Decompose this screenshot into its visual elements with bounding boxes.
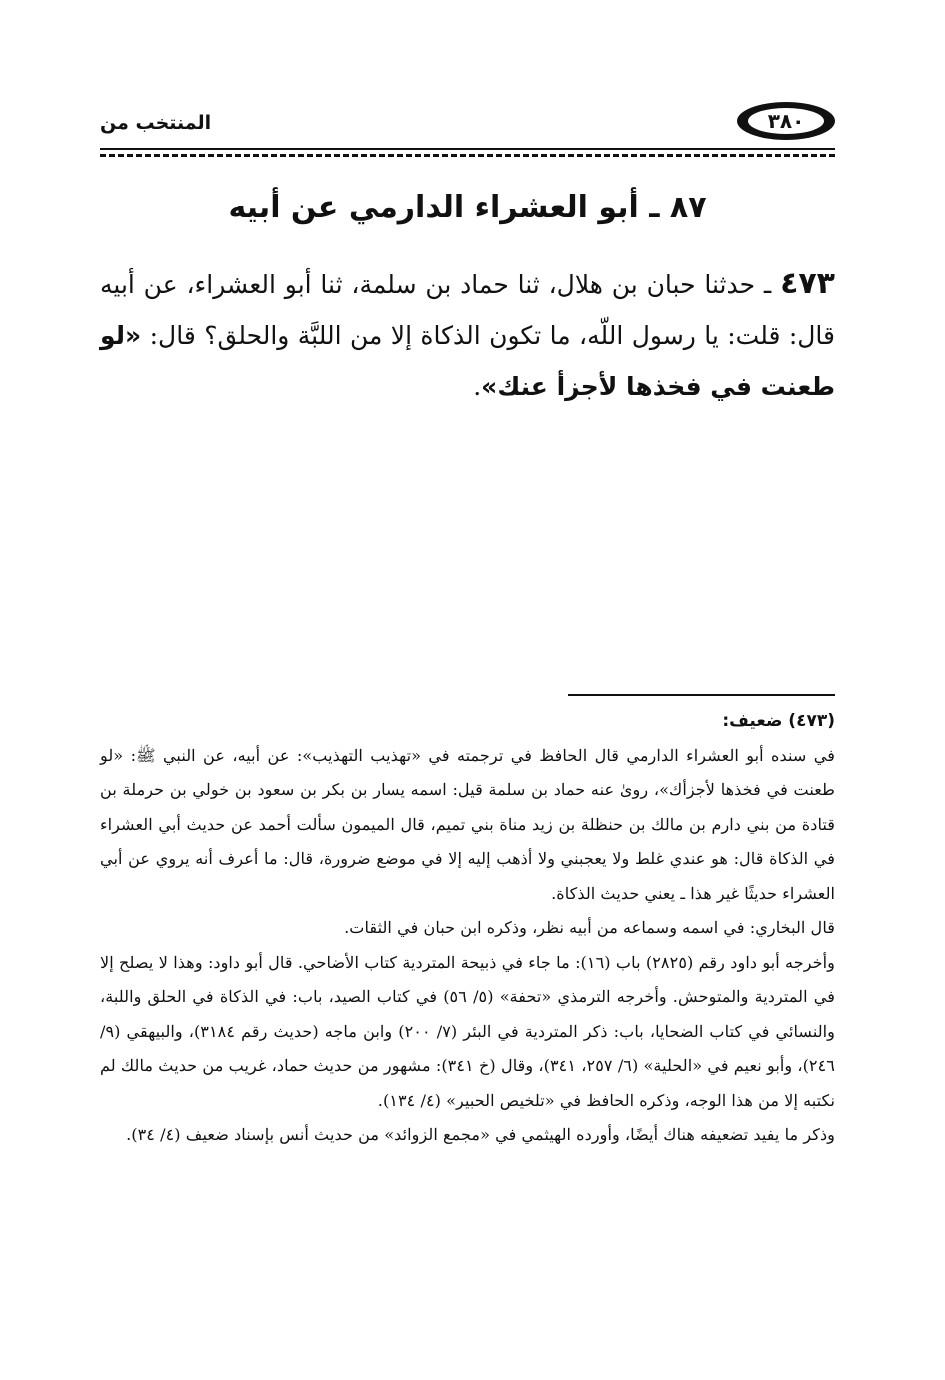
page-header [100, 100, 835, 160]
page-number-badge [737, 102, 835, 140]
hadith-number: ٤٧٣ [780, 266, 835, 301]
header-divider [100, 148, 835, 157]
footnote-paragraph: قال البخاري: في اسمه وسماعه من أبيه نظر، وذكره ابن حبان في الثقات. [344, 918, 835, 937]
footnotes [100, 704, 835, 1153]
footnote-paragraph: وأخرجه أبو داود رقم (٢٨٢٥) باب (١٦): ما جاء في ذبيحة المتردية كتاب الأضاحي. قال أبو داود: وهذا لا يصلح إلا في المتردية والمتوحش. وأخرجه الترمذي «تحفة» (٥/ ٥٦) في كتاب الصيد، باب: في الذكاة في الحلق واللبة، والنسائي في كتاب الضحايا، باب: ذكر المتردية في البئر (٧/ ٢٠٠) وابن ماجه (حديث رقم ٣١٨٤)، والبيهقي (٩/ ٢٤٦)، وأبو نعيم في «الحلية» (٦/ ٢٥٧، ٣٤١)، وقال (خ ٣٤١): مشهور من حديث حماد، غريب من حديث مالك لم نكتبه إلا من هذا الوجه، وذكره الحافظ في «تلخيص الحبير» (٤/ ١٣٤). [100, 952, 836, 1110]
hadith-quote: «لو طعنت في فخذها لأجزأ عنك» [100, 321, 835, 401]
hadith-text [100, 258, 835, 412]
footnote-heading: (٤٧٣) ضعيف: [722, 711, 835, 731]
hadith-end: . [473, 372, 482, 401]
chapter-title: ٨٧ ـ أبو العشراء الدارمي عن أبيه [228, 190, 707, 225]
hadith-body: ـ حدثنا حبان بن هلال، ثنا حماد بن سلمة، ثنا أبو العشراء، عن أبيه قال: قلت: يا رسول اللّه، ما تكون الذكاة إلا من اللبَّة والحلق؟ قال: [100, 270, 835, 350]
footnote-divider [568, 694, 835, 696]
page-number: ٣٨٠ [748, 108, 824, 134]
footnote-paragraph: وذكر ما يفيد تضعيفه هناك أيضًا، وأورده الهيثمي في «مجمع الزوائد» من حديث أنس بإسناد ضعيف (٤/ ٣٤). [126, 1125, 835, 1144]
running-title: المنتخب من [100, 112, 212, 134]
footnote-paragraph: في سنده أبو العشراء الدارمي قال الحافظ في ترجمته في «تهذيب التهذيب»: عن أبيه، عن النبي ﷺ: «لو طعنت في فخذها لأجزأك»، روىٰ عنه حماد بن سلمة قيل: اسمه يسار بن بكر بن سعود بن خولي بن حرملة بن قتادة من بني دارم بن مالك بن حنظلة بن زيد مناة بني تميم، قال الميمون سألت أحمد عن حديث أبي العشراء في الذكاة قال: هو عندي غلط ولا يعجبني ولا أذهب إليه إلا في موضع ضرورة، قال: ما أعرف أنه يروي عن أبي العشراء حديثًا غير هذا ـ يعني حديث الذكاة. [100, 745, 835, 903]
